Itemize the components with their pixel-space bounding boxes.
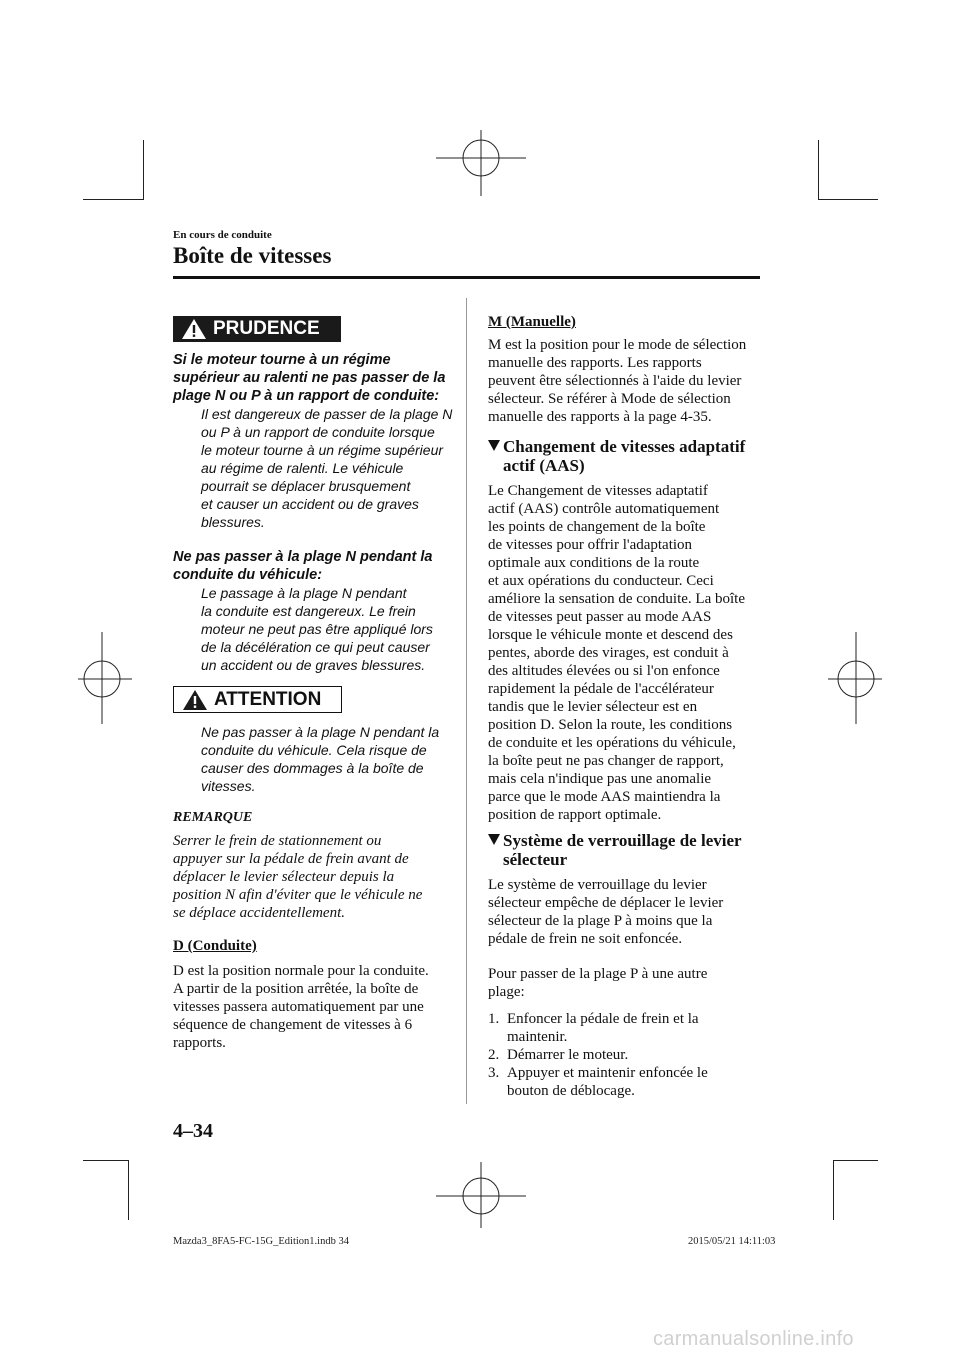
registration-mark-icon bbox=[78, 632, 132, 724]
header-rule bbox=[173, 276, 760, 279]
caution2-heading: Ne pas passer à la plage N pendant la conduite du véhicule: bbox=[173, 549, 433, 583]
attention-banner bbox=[173, 686, 342, 713]
down-triangle-icon bbox=[488, 834, 500, 845]
caution-banner bbox=[173, 316, 341, 342]
caution1-body: Il est dangereux de passer de la plage N ou P à un rapport de conduite lorsque le moteur tourne à un régime supérieur au régime de ralenti. Le véhicule pourrait se déplacer brusquement et causer un accident ou de graves blessures. bbox=[201, 406, 453, 530]
caution-label: PRUDENCE bbox=[213, 318, 320, 339]
attention-body: Ne pas passer à la plage N pendant la conduite du véhicule. Cela risque de causer des dommages à la boîte de vitesses. bbox=[201, 724, 440, 794]
file-name: Mazda3_8FA5-FC-15G_Edition1.indb 34 bbox=[173, 1236, 349, 1247]
list-item: 3. Appuyer et maintenir enfoncée le bouton de déblocage. bbox=[488, 1065, 708, 1099]
warning-triangle-icon bbox=[181, 318, 207, 340]
remarque-body: Serrer le frein de stationnement ou appuyer sur la pédale de frein avant de déplacer le levier sélecteur depuis la position N afin d'éviter que le véhicule ne se déplace accidentellement. bbox=[173, 833, 423, 921]
d-body: D est la position normale pour la conduite. A partir de la position arrêtée, la boîte de vitesses passera automatiquement par une séquence de changement de vitesses à 6 rapports. bbox=[173, 963, 429, 1051]
section-label: En cours de conduite bbox=[173, 229, 272, 241]
d-heading: D (Conduite) bbox=[173, 938, 257, 954]
page-title: Boîte de vitesses bbox=[173, 243, 332, 268]
remarque-heading: REMARQUE bbox=[173, 810, 253, 825]
attention-label: ATTENTION bbox=[214, 688, 322, 710]
registration-mark-icon bbox=[436, 1162, 526, 1228]
registration-mark-icon bbox=[436, 130, 526, 196]
aas-heading: Changement de vitesses adaptatif actif (AAS) bbox=[488, 437, 768, 475]
registration-mark-icon bbox=[828, 632, 882, 724]
warning-triangle-icon bbox=[182, 689, 208, 711]
lock-intro: Pour passer de la plage P à une autre plage: bbox=[488, 966, 708, 1000]
watermark: carmanualsonline.info bbox=[653, 1328, 854, 1350]
list-item: 1. Enfoncer la pédale de frein et la maintenir. bbox=[488, 1011, 699, 1045]
page-number: 4–34 bbox=[173, 1120, 213, 1142]
lock-heading: Système de verrouillage de levier sélecteur bbox=[488, 831, 768, 869]
down-triangle-icon bbox=[488, 440, 500, 451]
print-timestamp: 2015/05/21 14:11:03 bbox=[688, 1236, 776, 1247]
lock-body: Le système de verrouillage du levier sélecteur empêche de déplacer le levier sélecteur de la plage P à moins que la pédale de frein ne soit enfoncée. bbox=[488, 877, 724, 947]
column-divider bbox=[466, 298, 467, 1104]
caution1-heading: Si le moteur tourne à un régime supérieur au ralenti ne pas passer de la plage N ou P à un rapport de conduite: bbox=[173, 352, 446, 404]
caution2-body: Le passage à la plage N pendant la conduite est dangereux. Le frein moteur ne peut pas être appliqué lors de la décélération ce qui peut causer un accident ou de graves blessures. bbox=[201, 585, 433, 673]
steps-list bbox=[488, 1010, 768, 1100]
aas-body: Le Changement de vitesses adaptatif actif (AAS) contrôle automatiquement les points de changement de la boîte de vitesses pour offrir l'adaptation optimale aux conditions de la route et aux opérations du conducteur. Ceci améliore la sensation de conduite. La boîte de vitesses peut passer au mode AAS lorsque le véhicule monte et descend des pentes, aborde des virages, est conduit à des altitudes élevées ou si l'on enfonce rapidement la pédale de l'accélérateur tandis que le levier sélecteur est en position D. Selon la route, les conditions de conduite et les opérations du véhicule, la boîte peut ne pas changer de rapport, mais cela n'indique pas une anomalie parce que le mode AAS maintiendra la position de rapport optimale. bbox=[488, 483, 745, 823]
list-item: 2. Démarrer le moteur. bbox=[488, 1047, 629, 1063]
m-heading: M (Manuelle) bbox=[488, 314, 576, 330]
m-body: M est la position pour le mode de sélection manuelle des rapports. Les rapports peuvent être sélectionnés à l'aide du levier sélecteur. Se référer à Mode de sélection manuelle des rapports à la page 4-35. bbox=[488, 337, 747, 425]
